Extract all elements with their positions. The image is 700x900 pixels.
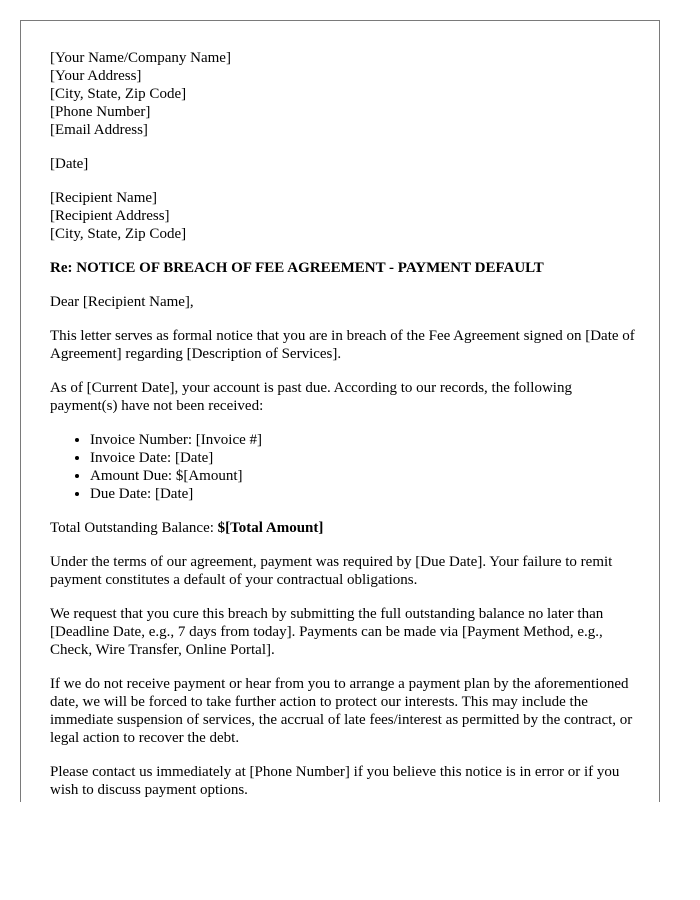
paragraph-consequences: If we do not receive payment or hear from you to arrange a payment plan by the aforementioned date, we will be forced to take further action to protect our interests. This may include the immediate suspension of services, the accrual of late fees/interest as permitted by the contract, or legal action to recover the debt. — [50, 676, 633, 746]
paragraph-contact: Please contact us immediately at [Phone Number] if you believe this notice is in error or if you wish to discuss payment options. — [50, 764, 620, 798]
total-balance — [50, 519, 640, 537]
sender-address: [Your Address] — [50, 68, 142, 84]
sender-name: [Your Name/Company Name] — [50, 50, 231, 66]
paragraph-cure-request: We request that you cure this breach by submitting the full outstanding balance no later than [Deadline Date, e.g., 7 days from today]. Payments can be made via [Payment Method, e.g., Check, Wire Transfer, Online Portal]. — [50, 606, 604, 658]
invoice-item: • Due Date: [Date] — [90, 485, 640, 503]
paragraph-terms: Under the terms of our agreement, payment was required by [Due Date]. Your failure to remit payment constitutes a default of your contractual obligations. — [50, 554, 613, 588]
subject-line: Re: NOTICE OF BREACH OF FEE AGREEMENT - PAYMENT DEFAULT — [50, 260, 544, 276]
sender-phone: [Phone Number] — [50, 104, 151, 120]
letter-body — [50, 49, 640, 802]
paragraph-notice: This letter serves as formal notice that you are in breach of the Fee Agreement signed on [Date of Agreement] regarding [Description of Services]. — [50, 328, 635, 362]
sender-block — [50, 49, 640, 139]
letter-page — [20, 20, 660, 802]
sender-city-state-zip: [City, State, Zip Code] — [50, 86, 187, 102]
letter-date: [Date] — [50, 156, 89, 172]
salutation: Dear [Recipient Name], — [50, 294, 194, 310]
invoice-item: • Invoice Date: [Date] — [90, 449, 640, 467]
recipient-block — [50, 189, 640, 243]
total-value: $[Total Amount] — [217, 520, 324, 536]
paragraph-past-due: As of [Current Date], your account is past due. According to our records, the following payment(s) have not been received: — [50, 380, 572, 414]
recipient-name: [Recipient Name] — [50, 190, 158, 206]
invoice-item: • Amount Due: $[Amount] — [90, 467, 640, 485]
invoice-list — [50, 431, 640, 503]
recipient-city-state-zip: [City, State, Zip Code] — [50, 226, 187, 242]
recipient-address: [Recipient Address] — [50, 208, 170, 224]
sender-email: [Email Address] — [50, 122, 148, 138]
total-label: Total Outstanding Balance: — [50, 520, 218, 536]
invoice-item: • Invoice Number: [Invoice #] — [90, 431, 640, 449]
